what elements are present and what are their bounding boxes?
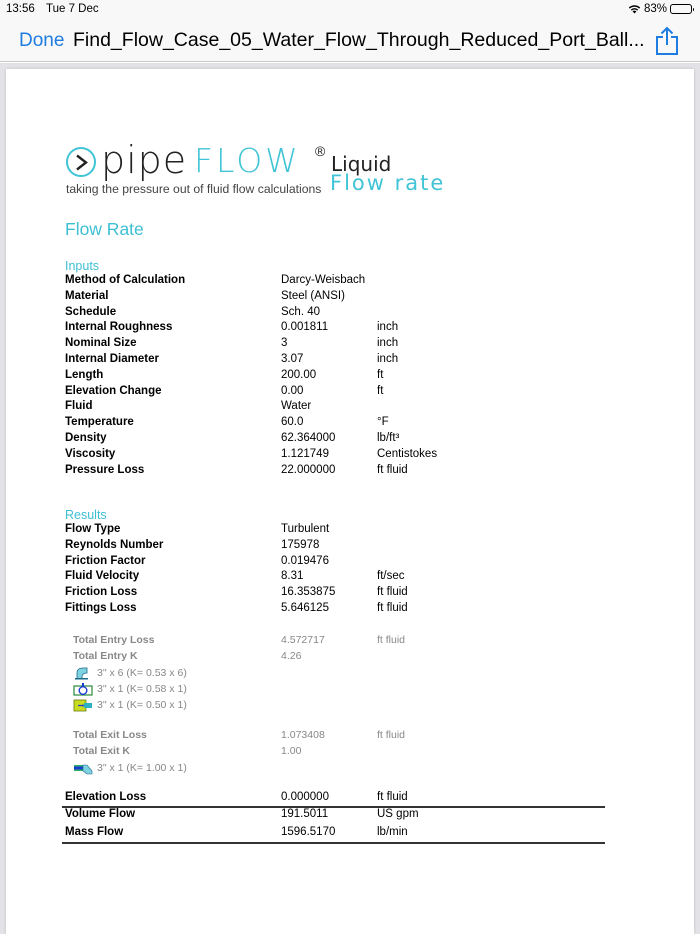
input-row-value: 0.00 [281, 384, 304, 397]
input-row [65, 274, 605, 290]
input-row-value: Steel (ANSI) [281, 289, 345, 302]
result-row [65, 523, 605, 539]
input-row-unit: inch [377, 337, 399, 350]
input-row [65, 353, 605, 369]
nav-bar [0, 20, 700, 62]
input-row-value: Sch. 40 [281, 305, 320, 318]
exit-fitting-text: 3" x 1 (K= 1.00 x 1) [97, 762, 187, 774]
logo-tagline: taking the pressure out of fluid flow calculations [66, 182, 322, 196]
input-row-value: 200.00 [281, 368, 317, 381]
ball-valve-icon [73, 683, 93, 696]
input-row [65, 400, 605, 416]
total-entry-k-value: 4.26 [281, 650, 302, 662]
result-row-label: Friction Loss [65, 586, 138, 599]
results-heading: Results [65, 508, 107, 522]
logo-registered-mark: ® [315, 143, 326, 159]
entry-fitting-text: 3" x 1 (K= 0.50 x 1) [97, 699, 187, 711]
input-row-unit: ft [377, 368, 384, 381]
input-row [65, 416, 605, 432]
input-row-value: Water [281, 400, 312, 413]
total-entry-loss-value: 4.572717 [281, 634, 325, 646]
input-row-unit: Centistokes [377, 447, 438, 460]
result-row-value: 8.31 [281, 570, 304, 583]
total-entry-k-label: Total Entry K [73, 650, 138, 662]
total-exit-k-label: Total Exit K [73, 745, 130, 757]
summary-unit: lb/min [377, 826, 408, 838]
logo-flow-rate-text: Flow rate [330, 171, 446, 195]
total-entry-loss-label: Total Entry Loss [73, 634, 155, 646]
input-row-label: Length [65, 368, 104, 381]
input-row-value: 0.001811 [281, 321, 329, 334]
input-row [65, 337, 605, 353]
total-exit-k-row [73, 745, 473, 761]
input-row-label: Schedule [65, 305, 117, 318]
result-row-value: Turbulent [281, 523, 330, 535]
result-row-value: 5.646125 [281, 602, 329, 614]
summary-unit: ft fluid [377, 791, 408, 803]
result-row-label: Flow Type [65, 523, 121, 535]
input-row [65, 321, 605, 337]
result-row-label: Fluid Velocity [65, 570, 140, 583]
input-row [65, 432, 605, 448]
input-row-unit: ft fluid [377, 463, 408, 476]
battery-percent: 83% [643, 3, 667, 15]
entry-fitting-row [73, 681, 187, 697]
logo-pipe-text: pipe [101, 138, 188, 182]
elbow-bend-icon [73, 667, 93, 680]
status-indicators [628, 3, 692, 15]
input-row-label: Fluid [65, 400, 93, 413]
summary-value: 191.5011 [281, 808, 329, 820]
input-row-label: Density [65, 432, 107, 444]
input-row-label: Internal Roughness [65, 321, 173, 334]
input-row-unit: °F [377, 416, 389, 429]
result-row-unit: ft/sec [377, 570, 405, 583]
input-row [65, 385, 605, 401]
result-row [65, 602, 605, 618]
done-button[interactable]: Done [19, 30, 65, 51]
total-exit-loss-label: Total Exit Loss [73, 729, 147, 741]
input-row-unit: lb/ft³ [377, 432, 400, 444]
logo-chevron-icon [66, 147, 96, 177]
input-row-unit: ft [377, 384, 384, 397]
total-exit-k-value: 1.00 [281, 745, 302, 757]
battery-icon [670, 4, 692, 14]
input-row-label: Material [65, 289, 109, 302]
input-row-value: Darcy-Weisbach [281, 274, 366, 286]
document-title: Find_Flow_Case_05_Water_Flow_Through_Reduced_Port_Ball... [73, 29, 645, 51]
result-row-unit: ft fluid [377, 602, 408, 614]
summary-label: Volume Flow [65, 808, 136, 820]
input-row [65, 369, 605, 385]
input-row-label: Viscosity [65, 447, 116, 460]
share-icon[interactable] [654, 26, 680, 56]
result-row [65, 570, 605, 586]
total-entry-k-row [73, 650, 473, 666]
result-row-value: 0.019476 [281, 554, 329, 567]
total-entry-loss-row [73, 634, 473, 650]
summary-value: 0.000000 [281, 791, 329, 803]
total-exit-loss-unit: ft fluid [377, 729, 406, 741]
entry-fitting-row [73, 665, 187, 681]
summary-label: Elevation Loss [65, 791, 147, 803]
result-row-value: 175978 [281, 538, 320, 551]
result-row [65, 555, 605, 571]
pipe-exit-icon [73, 762, 93, 775]
logo-liquid-text: Liquid [331, 152, 392, 176]
input-row [65, 448, 605, 464]
input-row-value: 22.000000 [281, 463, 336, 476]
result-row-label: Friction Factor [65, 554, 146, 567]
input-row-value: 1.121749 [281, 447, 329, 460]
wifi-icon [628, 4, 641, 14]
entry-fitting-row [73, 697, 187, 713]
input-row-label: Nominal Size [65, 337, 137, 350]
summary-row-mass-flow [65, 826, 605, 842]
input-row-label: Method of Calculation [65, 274, 186, 286]
input-row-value: 3.07 [281, 353, 304, 365]
status-time: 13:56 [6, 3, 35, 15]
result-row-label: Reynolds Number [65, 538, 164, 551]
input-row-unit: inch [377, 321, 399, 334]
entry-fitting-text: 3" x 1 (K= 0.58 x 1) [97, 683, 187, 695]
input-row-value: 62.364000 [281, 432, 336, 444]
summary-row-volume-flow [65, 808, 605, 824]
summary-unit: US gpm [377, 808, 419, 820]
pipe-entrance-icon [73, 699, 93, 712]
entry-fitting-text: 3" x 6 (K= 0.53 x 6) [97, 667, 187, 679]
input-row-label: Internal Diameter [65, 353, 159, 365]
result-row [65, 539, 605, 555]
status-date: Tue 7 Dec [46, 3, 99, 15]
total-entry-loss-unit: ft fluid [377, 634, 406, 646]
result-row-unit: ft fluid [377, 586, 408, 599]
total-exit-loss-row [73, 729, 473, 745]
report-title: Flow Rate [65, 219, 144, 239]
result-row [65, 586, 605, 602]
input-row-unit: inch [377, 353, 399, 365]
input-row [65, 290, 605, 306]
input-row-label: Pressure Loss [65, 463, 145, 476]
summary-value: 1596.5170 [281, 826, 336, 838]
status-bar [0, 0, 700, 20]
result-row-label: Fittings Loss [65, 602, 137, 614]
input-row-value: 60.0 [281, 416, 304, 429]
pipeflow-logo [66, 138, 486, 200]
input-row-label: Temperature [65, 416, 134, 429]
summary-label: Mass Flow [65, 826, 124, 838]
total-exit-loss-value: 1.073408 [281, 729, 325, 741]
inputs-heading: Inputs [65, 259, 100, 273]
input-row-label: Elevation Change [65, 384, 162, 397]
result-row-value: 16.353875 [281, 586, 336, 599]
input-row-value: 3 [281, 337, 288, 350]
input-row [65, 464, 605, 480]
exit-fitting-row [73, 760, 187, 776]
summary-row-elevation-loss [65, 791, 605, 807]
input-row [65, 306, 605, 322]
logo-flow-text: FLOW [194, 141, 301, 180]
divider [62, 842, 605, 844]
